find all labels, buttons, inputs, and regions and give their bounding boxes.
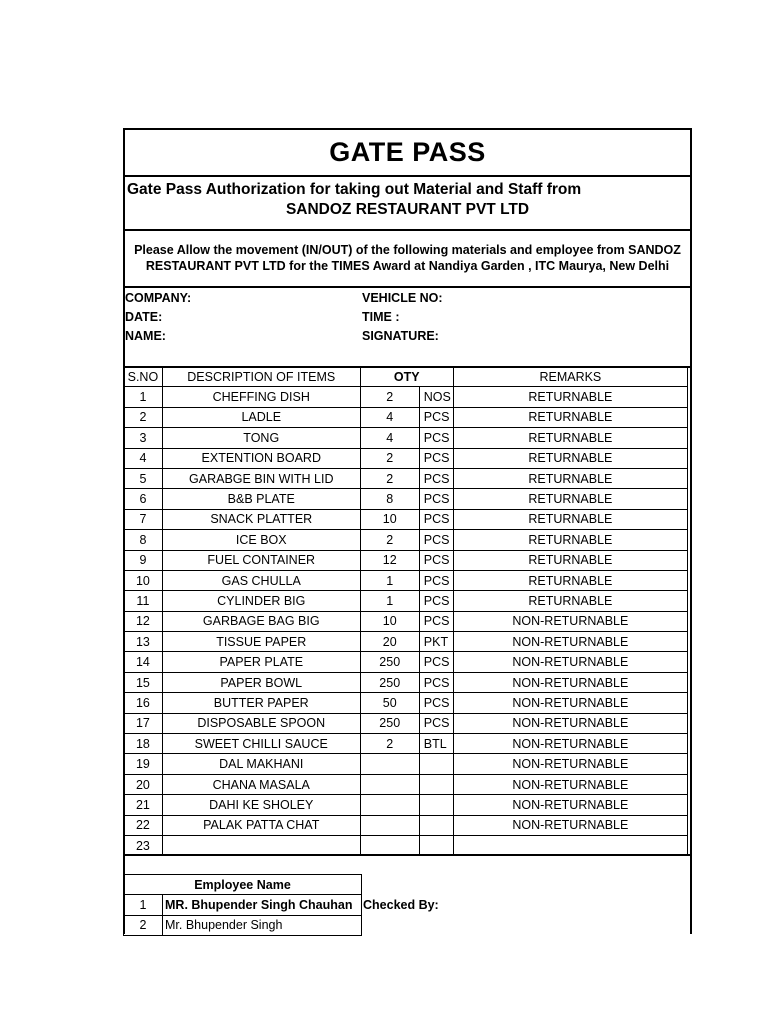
qty-cell: 2: [360, 468, 419, 488]
qty-cell: 1: [360, 591, 419, 611]
page-title: GATE PASS: [125, 130, 690, 177]
description-cell: CHEFFING DISH: [162, 387, 360, 407]
table-row: [124, 795, 688, 815]
remarks-cell: NON-RETURNABLE: [453, 734, 687, 754]
description-cell: SWEET CHILLI SAUCE: [162, 734, 360, 754]
company-field-label: COMPANY:: [125, 291, 192, 305]
notice-line-1: Please Allow the movement (IN/OUT) of the following materials and employee from SANDOZ: [134, 243, 681, 257]
description-cell: SNACK PLATTER: [162, 509, 360, 529]
table-row: [124, 550, 688, 570]
table-row: [124, 489, 688, 509]
description-cell: [162, 835, 360, 855]
table-row: [124, 652, 688, 672]
table-row: [124, 774, 688, 794]
employee-number: 2: [124, 915, 163, 935]
table-row: [124, 387, 688, 407]
sno-cell: 17: [124, 713, 163, 733]
sno-cell: 8: [124, 530, 163, 550]
sno-cell: 19: [124, 754, 163, 774]
time-field-label: TIME :: [362, 310, 400, 324]
qty-cell: 8: [360, 489, 419, 509]
sno-cell: 23: [124, 835, 163, 855]
movement-notice: [125, 229, 690, 288]
remarks-cell: RETURNABLE: [453, 387, 687, 407]
table-row: [124, 632, 688, 652]
qty-cell: 12: [360, 550, 419, 570]
employee-name-header: Employee Name: [124, 875, 362, 895]
remarks-cell: RETURNABLE: [453, 591, 687, 611]
description-cell: CHANA MASALA: [162, 774, 360, 794]
sno-cell: 15: [124, 672, 163, 692]
remarks-cell: RETURNABLE: [453, 448, 687, 468]
description-cell: PALAK PATTA CHAT: [162, 815, 360, 835]
table-row: [124, 693, 688, 713]
unit-cell: [419, 754, 453, 774]
table-row: [124, 611, 688, 631]
unit-cell: PCS: [419, 428, 453, 448]
unit-cell: PCS: [419, 407, 453, 427]
table-row: [124, 509, 688, 529]
unit-cell: NOS: [419, 387, 453, 407]
unit-cell: PCS: [419, 448, 453, 468]
table-bottom-divider: [125, 854, 690, 856]
table-row: [124, 835, 688, 855]
sno-cell: 2: [124, 407, 163, 427]
remarks-cell: RETURNABLE: [453, 428, 687, 448]
description-cell: BUTTER PAPER: [162, 693, 360, 713]
qty-cell: 2: [360, 448, 419, 468]
vehicle-no-field-label: VEHICLE NO:: [362, 291, 443, 305]
table-row: [124, 754, 688, 774]
description-cell: B&B PLATE: [162, 489, 360, 509]
remarks-cell: RETURNABLE: [453, 530, 687, 550]
description-cell: GAS CHULLA: [162, 570, 360, 590]
remarks-cell: NON-RETURNABLE: [453, 754, 687, 774]
info-fields: [125, 288, 690, 368]
remarks-cell: RETURNABLE: [453, 489, 687, 509]
description-cell: PAPER PLATE: [162, 652, 360, 672]
table-row: [124, 672, 688, 692]
table-row: [124, 428, 688, 448]
sno-cell: 20: [124, 774, 163, 794]
remarks-cell: RETURNABLE: [453, 509, 687, 529]
unit-cell: PCS: [419, 693, 453, 713]
qty-cell: 4: [360, 428, 419, 448]
signature-field-label: SIGNATURE:: [362, 329, 439, 343]
employee-name: Mr. Bhupender Singh: [163, 915, 362, 935]
qty-cell: 10: [360, 509, 419, 529]
unit-cell: PCS: [419, 509, 453, 529]
employee-row: [124, 915, 362, 935]
remarks-cell: NON-RETURNABLE: [453, 713, 687, 733]
qty-cell: 1: [360, 570, 419, 590]
remarks-cell: NON-RETURNABLE: [453, 632, 687, 652]
qty-cell: 4: [360, 407, 419, 427]
sno-cell: 7: [124, 509, 163, 529]
unit-cell: [419, 815, 453, 835]
description-header: DESCRIPTION OF ITEMS: [162, 367, 360, 387]
items-table: [123, 366, 688, 856]
qty-cell: [360, 815, 419, 835]
description-cell: GARBAGE BAG BIG: [162, 611, 360, 631]
description-cell: CYLINDER BIG: [162, 591, 360, 611]
unit-cell: PCS: [419, 713, 453, 733]
qty-header: OTY: [360, 367, 453, 387]
description-cell: TONG: [162, 428, 360, 448]
authorization-line-2: SANDOZ RESTAURANT PVT LTD: [285, 201, 530, 218]
qty-cell: [360, 774, 419, 794]
qty-cell: 2: [360, 734, 419, 754]
items-header-row: [124, 367, 688, 387]
checked-by-label: Checked By:: [363, 898, 439, 912]
remarks-cell: NON-RETURNABLE: [453, 774, 687, 794]
remarks-cell: [453, 835, 687, 855]
description-cell: ICE BOX: [162, 530, 360, 550]
remarks-cell: RETURNABLE: [453, 468, 687, 488]
table-row: [124, 530, 688, 550]
employee-header-row: [124, 875, 362, 895]
sno-cell: 6: [124, 489, 163, 509]
employee-number: 1: [124, 895, 163, 915]
remarks-cell: NON-RETURNABLE: [453, 815, 687, 835]
remarks-cell: RETURNABLE: [453, 570, 687, 590]
table-row: [124, 713, 688, 733]
table-row: [124, 448, 688, 468]
table-row: [124, 468, 688, 488]
unit-cell: PCS: [419, 530, 453, 550]
qty-cell: [360, 835, 419, 855]
sno-cell: 18: [124, 734, 163, 754]
unit-cell: [419, 795, 453, 815]
description-cell: GARABGE BIN WITH LID: [162, 468, 360, 488]
remarks-cell: NON-RETURNABLE: [453, 652, 687, 672]
employee-table: [123, 874, 362, 936]
qty-cell: 20: [360, 632, 419, 652]
employee-row: [124, 895, 362, 915]
unit-cell: PCS: [419, 468, 453, 488]
description-cell: TISSUE PAPER: [162, 632, 360, 652]
qty-cell: 50: [360, 693, 419, 713]
sno-cell: 10: [124, 570, 163, 590]
sno-cell: 1: [124, 387, 163, 407]
sno-cell: 9: [124, 550, 163, 570]
date-field-label: DATE:: [125, 310, 163, 324]
description-cell: PAPER BOWL: [162, 672, 360, 692]
remarks-cell: NON-RETURNABLE: [453, 693, 687, 713]
sno-cell: 3: [124, 428, 163, 448]
remarks-header: REMARKS: [453, 367, 687, 387]
remarks-cell: NON-RETURNABLE: [453, 672, 687, 692]
sno-header: S.NO: [124, 367, 163, 387]
table-row: [124, 570, 688, 590]
unit-cell: BTL: [419, 734, 453, 754]
sno-cell: 13: [124, 632, 163, 652]
description-cell: EXTENTION BOARD: [162, 448, 360, 468]
table-row: [124, 591, 688, 611]
unit-cell: [419, 774, 453, 794]
name-field-label: NAME:: [125, 329, 166, 343]
table-row: [124, 815, 688, 835]
unit-cell: PCS: [419, 591, 453, 611]
unit-cell: PKT: [419, 632, 453, 652]
unit-cell: PCS: [419, 570, 453, 590]
sno-cell: 16: [124, 693, 163, 713]
description-cell: LADLE: [162, 407, 360, 427]
sno-cell: 22: [124, 815, 163, 835]
qty-cell: 250: [360, 652, 419, 672]
sno-cell: 4: [124, 448, 163, 468]
sno-cell: 14: [124, 652, 163, 672]
qty-cell: 250: [360, 713, 419, 733]
qty-cell: 10: [360, 611, 419, 631]
qty-cell: [360, 795, 419, 815]
description-cell: DAHI KE SHOLEY: [162, 795, 360, 815]
description-cell: FUEL CONTAINER: [162, 550, 360, 570]
authorization-line-1: Gate Pass Authorization for taking out Material and Staff from: [127, 181, 582, 198]
qty-cell: 2: [360, 530, 419, 550]
remarks-cell: NON-RETURNABLE: [453, 795, 687, 815]
description-cell: DISPOSABLE SPOON: [162, 713, 360, 733]
unit-cell: [419, 835, 453, 855]
sno-cell: 12: [124, 611, 163, 631]
sno-cell: 21: [124, 795, 163, 815]
table-row: [124, 407, 688, 427]
unit-cell: PCS: [419, 672, 453, 692]
table-row: [124, 734, 688, 754]
gate-pass-sheet: [123, 128, 692, 934]
remarks-cell: RETURNABLE: [453, 550, 687, 570]
description-cell: DAL MAKHANI: [162, 754, 360, 774]
employee-name: MR. Bhupender Singh Chauhan: [163, 895, 362, 915]
qty-cell: [360, 754, 419, 774]
sno-cell: 11: [124, 591, 163, 611]
authorization-block: [125, 175, 690, 231]
qty-cell: 2: [360, 387, 419, 407]
unit-cell: PCS: [419, 611, 453, 631]
notice-line-2: RESTAURANT PVT LTD for the TIMES Award at Nandiya Garden , ITC Maurya, New Delhi: [145, 259, 670, 273]
unit-cell: PCS: [419, 652, 453, 672]
remarks-cell: NON-RETURNABLE: [453, 611, 687, 631]
remarks-cell: RETURNABLE: [453, 407, 687, 427]
sno-cell: 5: [124, 468, 163, 488]
unit-cell: PCS: [419, 550, 453, 570]
qty-cell: 250: [360, 672, 419, 692]
unit-cell: PCS: [419, 489, 453, 509]
